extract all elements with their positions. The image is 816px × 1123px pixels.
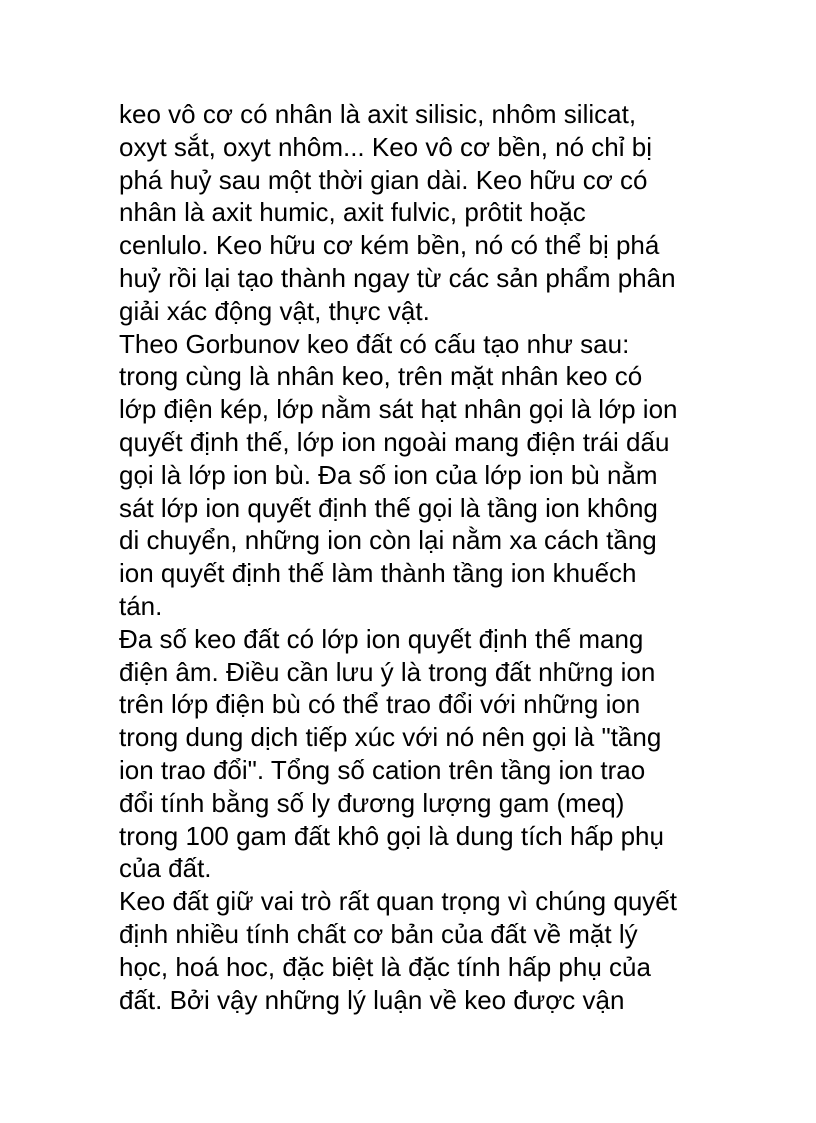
text-line: Đa số keo đất có lớp ion quyết định thế mang xyxy=(119,623,644,654)
text-line: phá huỷ sau một thời gian dài. Keo hữu cơ có xyxy=(119,164,648,195)
text-line: đất. Bởi vậy những lý luận về keo được vận xyxy=(119,984,625,1015)
text-line: ion trao đổi". Tổng số cation trên tầng ion trao xyxy=(119,754,646,785)
text-line: ion quyết định thế làm thành tầng ion khuếch xyxy=(119,558,637,589)
text-line: keo vô cơ có nhân là axit silisic, nhôm silicat, xyxy=(119,99,637,129)
body-text xyxy=(119,98,709,1016)
text-line: tán. xyxy=(119,590,163,621)
text-line: trong 100 gam đất khô gọi là dung tích hấp phụ xyxy=(119,820,664,851)
text-line: gọi là lớp ion bù. Đa số ion của lớp ion bù nằm xyxy=(119,459,658,490)
text-line: trên lớp điện bù có thể trao đổi với những ion xyxy=(119,689,641,720)
text-line: quyết định thế, lớp ion ngoài mang điện trái dấu xyxy=(119,426,670,457)
text-line: học, hoá hoc, đặc biệt là đặc tính hấp phụ của xyxy=(119,951,651,982)
text-line: cenlulo. Keo hữu cơ kém bền, nó có thể bị phá xyxy=(119,230,660,261)
text-line: huỷ rồi lại tạo thành ngay từ các sản phẩm phân xyxy=(119,262,676,293)
text-line: Keo đất giữ vai trò rất quan trọng vì chúng quyết xyxy=(119,886,677,917)
text-line: sát lớp ion quyết định thế gọi là tầng ion không xyxy=(119,492,658,523)
text-line: nhân là axit humic, axit fulvic, prôtit hoặc xyxy=(119,197,586,228)
text-line: Theo Gorbunov keo đất có cấu tạo như sau: xyxy=(119,328,630,359)
text-line: lớp điện kép, lớp nằm sát hạt nhân gọi là lớp ion xyxy=(119,394,678,425)
text-line: đổi tính bằng số ly đương lượng gam (meq) xyxy=(119,787,625,818)
text-line: trong cùng là nhân keo, trên mặt nhân keo có xyxy=(119,361,643,392)
text-line: định nhiều tính chất cơ bản của đất về mặt lý xyxy=(119,918,638,949)
text-line: di chuyển, những ion còn lại nằm xa cách tầng xyxy=(119,525,657,556)
text-line: giải xác động vật, thực vật. xyxy=(119,295,430,326)
text-line: oxyt sắt, oxyt nhôm... Keo vô cơ bền, nó chỉ bị xyxy=(119,131,652,162)
text-line: điện âm. Điều cần lưu ý là trong đất những ion xyxy=(119,656,656,687)
text-line: của đất. xyxy=(119,853,212,884)
text-line: trong dung dịch tiếp xúc với nó nên gọi là "tầng xyxy=(119,722,662,753)
